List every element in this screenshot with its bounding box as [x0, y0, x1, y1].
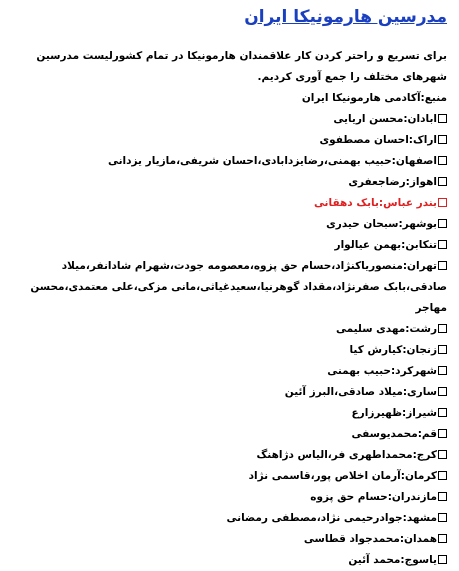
city-teachers-label: شهرکرد:حبیب بهمنی: [327, 365, 437, 377]
checkbox-square-icon: [438, 114, 447, 123]
list-item: [10, 235, 447, 256]
checkbox-square-icon: [438, 471, 447, 480]
list-item: [10, 319, 447, 340]
checkbox-square-icon: [438, 324, 447, 333]
page-title[interactable]: مدرسین هارمونیکا ایران: [244, 7, 447, 27]
city-teachers-label: بوشهر:سبحان حیدری: [326, 218, 437, 230]
city-teachers-label: قم:محمدیوسفی: [351, 428, 437, 440]
checkbox-square-icon: [438, 492, 447, 501]
city-teachers-label: اراک:احسان مصطفوی: [319, 134, 437, 146]
checkbox-square-icon: [438, 387, 447, 396]
checkbox-square-icon: [438, 156, 447, 165]
checkbox-square-icon: [438, 261, 447, 270]
city-teachers-label: مازندران:حسام حق پزوه: [310, 491, 437, 503]
checkbox-square-icon: [438, 366, 447, 375]
city-teachers-label: تهران:منصوریاکنژاد،حسام حق پزوه،معصومه جودت،شهرام شادانفر،میلاد صادقی،بابک صفرنژاد،مقداد گوهرنیا،سعیدغیاثی،مانی مزکی،علی معتمدی،محسن مهاجر: [30, 260, 447, 314]
list-item: [10, 424, 447, 445]
city-teachers-label: تنکابن:بهمن عیالوار: [334, 239, 437, 251]
city-teachers-label: کرمان:آرمان اخلاص پور،قاسمی نژاد: [248, 470, 437, 482]
list-item: [10, 130, 447, 151]
checkbox-square-icon: [438, 429, 447, 438]
list-item: [10, 445, 447, 466]
checkbox-square-icon: [438, 555, 447, 564]
checkbox-square-icon: [438, 450, 447, 459]
city-teachers-label: کرج:محمداطهری فر،الیاس دژاهنگ: [256, 449, 437, 461]
list-item: [10, 361, 447, 382]
list-item: [10, 193, 447, 214]
checkbox-square-icon: [438, 240, 447, 249]
list-item: [10, 340, 447, 361]
city-teachers-label: اصفهان:حبیب بهمنی،رضایزدابادی،احسان شریفی،مازیار یزدانی: [107, 155, 437, 167]
city-teachers-label: زنجان:کیارش کیا: [349, 344, 437, 356]
checkbox-square-icon: [438, 513, 447, 522]
list-item: [10, 508, 447, 529]
city-teachers-label: شیراز:ظهیرزارع: [351, 407, 437, 419]
source-line: منبع:آکادمی هارمونیکا ایران: [301, 92, 447, 104]
city-teachers-label: یاسوج:محمد آئین: [348, 554, 437, 566]
city-teachers-label: اهواز:رضاجعفری: [348, 176, 437, 188]
list-item: [10, 403, 447, 424]
checkbox-square-icon: [438, 534, 447, 543]
list-item: [10, 172, 447, 193]
city-teachers-label: بندر عباس:بابک دهقانی: [313, 197, 437, 209]
checkbox-square-icon: [438, 345, 447, 354]
city-teachers-label: همدان:محمدجواد قطاسی: [303, 533, 437, 545]
checkbox-square-icon: [438, 198, 447, 207]
checkbox-square-icon: [438, 177, 447, 186]
checkbox-square-icon: [438, 408, 447, 417]
intro-paragraph: برای تسریع و راحتر کردن کار علاقمندان هارمونیکا در تمام کشورلیست مدرسین شهرهای مختلف را جمع آوری کردیم.: [36, 50, 447, 83]
city-teachers-label: ابادان:محسن اریایی: [333, 113, 437, 125]
city-teachers-label: ساری:میلاد صادقی،البرز آئین: [284, 386, 437, 398]
checkbox-square-icon: [438, 219, 447, 228]
list-item: [10, 550, 447, 571]
list-item: [10, 256, 447, 319]
list-item: [10, 214, 447, 235]
list-item: [10, 382, 447, 403]
list-item: [10, 487, 447, 508]
list-item: [10, 151, 447, 172]
list-item: [10, 529, 447, 550]
city-teachers-label: مشهد:جوادرحیمی نژاد،مصطفی رمضانی: [226, 512, 437, 524]
checkbox-square-icon: [438, 135, 447, 144]
teacher-list: [10, 109, 447, 571]
list-item: [10, 109, 447, 130]
city-teachers-label: رشت:مهدی سلیمی: [335, 323, 437, 335]
list-item: [10, 466, 447, 487]
